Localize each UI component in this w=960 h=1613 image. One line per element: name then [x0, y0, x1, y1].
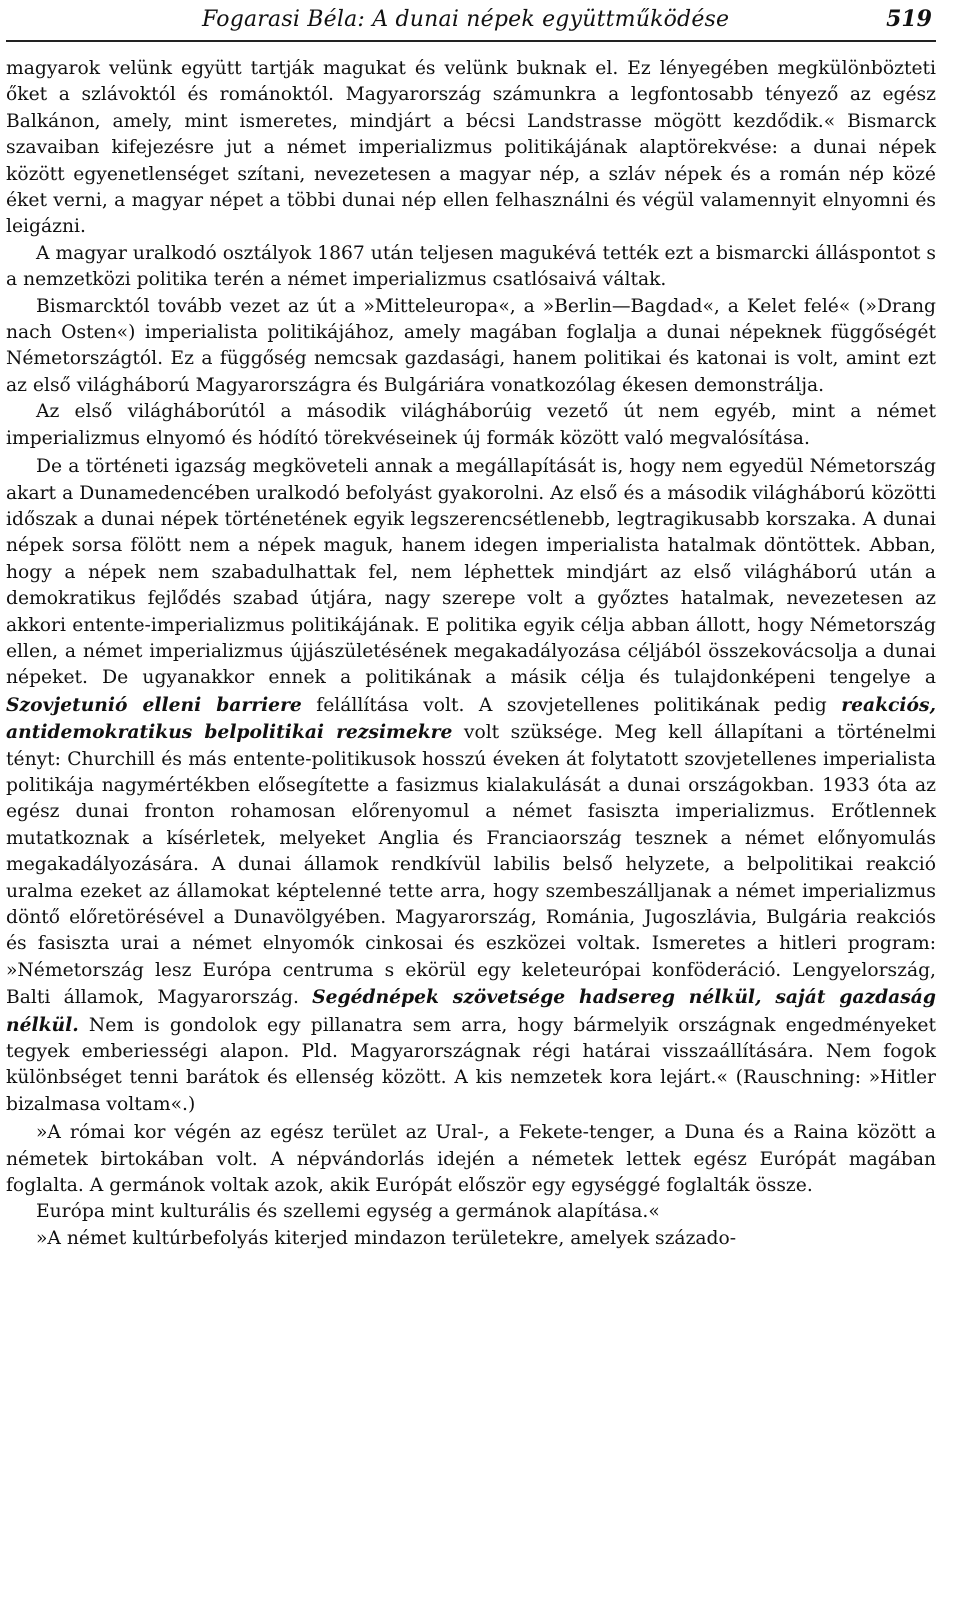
- paragraph-text: De a történeti igazság megköveteli annak a megállapítását is, hogy nem egyedül Németország akart a Dunamedencében uralkodó befolyást gyakorolni. Az első és a második világháború közötti időszak a dunai népek történetének egyik legszerencsétlenebb, legtragikusabb korszaka. A dunai népek sorsa fölött nem a népek maguk, hanem idegen imperialista hatalmak döntöttek. Abban, hogy a népek nem szabadulhattak fel, nem léphettek mindjárt az első világháború után a demokratikus fejlődés szabad útjára, nagy szerepe volt a győztes hatalmak, nevezetesen az akkori entente-imperializmus politikájának. E politika egyik célja abban állott, hogy Németország ellen, a német imperializmus újjászületésének megakadályozása céljából összekovácsolja a dunai népeket. De ugyanakkor ennek a politikának a másik célja és tulajdonképeni tengelye a: [6, 456, 936, 689]
- paragraph: [6, 1199, 936, 1225]
- running-title: Fogarasi Béla: A dunai népek együttműködése: [202, 7, 730, 32]
- paragraph-text: volt szüksége. Meg kell állapítani a történelmi tényt: Churchill és más entente-politikusok hosszú éveken át folytatott szovjetellenes imperialista politikája nagymértékben elősegítette a fasizmus kialakulását a dunai országokban. 1933 óta az egész dunai fronton rohamosan előrenyomul a német fasiszta imperializmus. Erőtlennek mutatkoznak a kísérletek, melyeket Anglia és Franciaország tesznek a német előnyomulás megakadályozására. A dunai államok rendkívül labilis belső helyzete, a belpolitikai reakció uralma ezeket az államokat képtelenné tette arra, hogy szembeszálljanak a német imperializmus döntő előretörésével a Dunavölgyében. Magyarország, Románia, Jugoszlávia, Bulgária reakciós és fasiszta urai a német elnyomók cinkosai és eszközei voltak. Ismeretes a hitleri program: »Németország lesz Európa centruma s ekörül egy keleteurópai konföderáció. Lengyelország, Balti államok, Magyarország.: [6, 722, 936, 1009]
- paragraph: [6, 294, 936, 400]
- paragraph-text: Bismarcktól tovább vezet az út a »Mitteleuropa«, a »Berlin—Bagdad«, a Kelet felé« (»Drang nach Osten«) imperialista politikájához, amely magában foglalja a dunai népeknek függőségét Németországtól. Ez a függőség nemcsak gazdasági, hanem politikai és katonai is volt, amint ezt az első világháború Magyarországra és Bulgáriára vonatkozólag ékesen demonstrálja.: [6, 295, 936, 396]
- paragraph-text: felállítása volt. A szovjetellenes politikának pedig: [301, 694, 842, 716]
- running-head: [6, 6, 936, 40]
- header-rule: [6, 40, 936, 42]
- emphasized-text: reakciós, antidemokratikus belpolitikai rezsimekre: [6, 693, 937, 744]
- page-number: 519: [886, 6, 932, 32]
- paragraph: [6, 454, 936, 1118]
- paragraph-text: »A német kultúrbefolyás kiterjed mindazon területekre, amelyek százado-: [36, 1227, 737, 1249]
- article-body: [6, 56, 936, 1252]
- paragraph-text: »A római kor végén az egész terület az Ural-, a Fekete-tenger, a Duna és a Raina között a németek birtokában volt. A népvándorlás idején a németek lettek egész Európát magában foglalta. A germánok voltak azok, akik Európát először egy egységgé foglalták össze.: [6, 1122, 936, 1197]
- paragraph-text: magyarok velünk együtt tartják magukat és velünk buknak el. Ez lényegében megkülönbözteti őket a szlávoktól és románoktól. Magyarország számunkra a legfontosabb tényező az egész Balkánon, amely, mint ismeretes, mindjárt a bécsi Landstrasse mögött kezdődik.« Bismarck szavaiban kifejezésre jut a német imperializmus politikájának alaptörekvése: a dunai népek között egyenetlenséget szítani, nevezetesen a magyar nép, a szláv népek és a román nép közé éket verni, a magyar népet a többi dunai nép ellen felhasználni és végül valamennyit elnyomni és leigázni.: [6, 58, 936, 238]
- paragraph-text: Európa mint kulturális és szellemi egység a germánok alapítása.«: [36, 1201, 660, 1223]
- paragraph-text: Nem is gondolok egy pillanatra sem arra, hogy bármelyik országnak engedményeket tegyek emberiességi alapon. Pld. Magyarországnak régi határai visszaállítására. Nem fogok különbséget tenni barátok és ellenség között. A kis nemzetek kora lejárt.« (Rauschning: »Hitler bizalmasa voltam«.): [6, 1014, 936, 1115]
- paragraph-text: Az első világháborútól a második világháborúig vezető út nem egyéb, mint a német imperializmus elnyomó és hódító törekvéseinek új formák között való megvalósítása.: [6, 401, 936, 449]
- emphasized-text: Segédnépek szövetsége hadsereg nélkül, saját gazdaság nélkül.: [6, 986, 936, 1036]
- paragraph-text: A magyar uralkodó osztályok 1867 után teljesen magukévá tették ezt a bismarcki álláspontot s a nemzetközi politika terén a német imperializmus csatlósaivá váltak.: [6, 242, 936, 291]
- paragraph: [6, 241, 936, 294]
- emphasized-text: Szovjetunió elleni barriere: [6, 693, 302, 716]
- paragraph: [6, 1226, 936, 1252]
- paragraph: [6, 56, 936, 241]
- paragraph: [6, 399, 936, 452]
- paragraph: [6, 1120, 936, 1199]
